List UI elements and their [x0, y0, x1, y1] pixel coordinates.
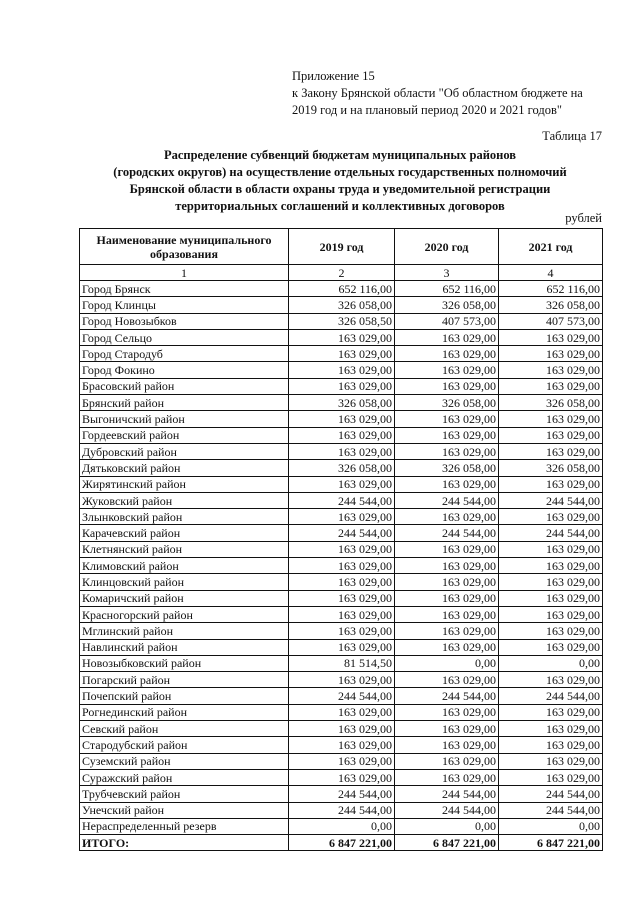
value-2019: 652 116,00	[289, 281, 395, 297]
value-2021: 244 544,00	[499, 786, 603, 802]
value-2021: 163 029,00	[499, 476, 603, 492]
value-2019: 163 029,00	[289, 509, 395, 525]
value-2020: 163 029,00	[395, 509, 499, 525]
table-row	[80, 313, 603, 329]
value-2019: 163 029,00	[289, 737, 395, 753]
table-row	[80, 737, 603, 753]
subventions-table	[79, 228, 603, 851]
table-row	[80, 688, 603, 704]
municipality-name: Злынковский район	[80, 509, 289, 525]
table-row	[80, 411, 603, 427]
value-2021: 163 029,00	[499, 541, 603, 557]
table-row	[80, 672, 603, 688]
value-2020: 163 029,00	[395, 769, 499, 785]
value-2019: 163 029,00	[289, 558, 395, 574]
value-2020: 163 029,00	[395, 672, 499, 688]
value-2021: 163 029,00	[499, 411, 603, 427]
municipality-name: Суражский район	[80, 769, 289, 785]
municipality-name: Комаричский район	[80, 590, 289, 606]
value-2021: 163 029,00	[499, 623, 603, 639]
municipality-name: Красногорский район	[80, 606, 289, 622]
value-2019: 163 029,00	[289, 541, 395, 557]
value-2021: 163 029,00	[499, 590, 603, 606]
value-2021: 163 029,00	[499, 737, 603, 753]
value-2019: 244 544,00	[289, 786, 395, 802]
document-title	[60, 147, 620, 215]
value-2019: 244 544,00	[289, 688, 395, 704]
municipality-name: Выгоничский район	[80, 411, 289, 427]
table-row	[80, 525, 603, 541]
value-2021: 0,00	[499, 655, 603, 671]
table-row	[80, 639, 603, 655]
value-2020: 163 029,00	[395, 737, 499, 753]
value-2021: 163 029,00	[499, 427, 603, 443]
column-number: 4	[499, 265, 603, 281]
value-2019: 163 029,00	[289, 672, 395, 688]
value-2020: 163 029,00	[395, 606, 499, 622]
municipality-name: Брасовский район	[80, 378, 289, 394]
currency-unit: рублей	[565, 211, 602, 225]
table-row	[80, 655, 603, 671]
table-row	[80, 802, 603, 818]
value-2019: 244 544,00	[289, 492, 395, 508]
value-2020: 244 544,00	[395, 802, 499, 818]
value-2020: 163 029,00	[395, 411, 499, 427]
value-2021: 163 029,00	[499, 639, 603, 655]
table-row	[80, 753, 603, 769]
table-row	[80, 606, 603, 622]
table-row	[80, 281, 603, 297]
municipality-name: Суземский район	[80, 753, 289, 769]
table-row	[80, 378, 603, 394]
table-row	[80, 721, 603, 737]
value-2020: 326 058,00	[395, 297, 499, 313]
table-row	[80, 346, 603, 362]
value-2021: 163 029,00	[499, 346, 603, 362]
value-2019: 244 544,00	[289, 525, 395, 541]
municipality-name: Жуковский район	[80, 492, 289, 508]
municipality-name: Город Брянск	[80, 281, 289, 297]
municipality-name: Рогнединский район	[80, 704, 289, 720]
table-row	[80, 427, 603, 443]
table-row	[80, 818, 603, 834]
value-2019: 163 029,00	[289, 346, 395, 362]
value-2019: 163 029,00	[289, 769, 395, 785]
municipality-name: Нераспределенный резерв	[80, 818, 289, 834]
value-2019: 326 058,00	[289, 395, 395, 411]
table-row	[80, 704, 603, 720]
value-2019: 0,00	[289, 818, 395, 834]
value-2020: 163 029,00	[395, 362, 499, 378]
table-row	[80, 476, 603, 492]
value-2020: 163 029,00	[395, 558, 499, 574]
value-2019: 81 514,50	[289, 655, 395, 671]
value-2019: 163 029,00	[289, 329, 395, 345]
value-2021: 163 029,00	[499, 574, 603, 590]
value-2021: 163 029,00	[499, 329, 603, 345]
municipality-name: Климовский район	[80, 558, 289, 574]
title-line: территориальных соглашений и коллективных договоров	[175, 199, 505, 213]
table-row	[80, 509, 603, 525]
value-2020: 407 573,00	[395, 313, 499, 329]
table-row	[80, 492, 603, 508]
table-header-row	[80, 229, 603, 265]
value-2019: 163 029,00	[289, 411, 395, 427]
value-2019: 326 058,00	[289, 460, 395, 476]
value-2020: 163 029,00	[395, 623, 499, 639]
value-2020: 326 058,00	[395, 395, 499, 411]
municipality-name: Почепский район	[80, 688, 289, 704]
value-2021: 163 029,00	[499, 443, 603, 459]
value-2021: 326 058,00	[499, 460, 603, 476]
title-line: Распределение субвенций бюджетам муниципальных районов	[163, 148, 517, 162]
municipality-name: Погарский район	[80, 672, 289, 688]
value-2020: 0,00	[395, 818, 499, 834]
header-2020: 2020 год	[395, 229, 499, 265]
value-2021: 163 029,00	[499, 672, 603, 688]
column-number-row	[80, 265, 603, 281]
value-2021: 163 029,00	[499, 362, 603, 378]
table-row	[80, 590, 603, 606]
appendix-note	[292, 68, 622, 119]
table-row	[80, 329, 603, 345]
value-2020: 163 029,00	[395, 704, 499, 720]
municipality-name: Стародубский район	[80, 737, 289, 753]
value-2019: 163 029,00	[289, 362, 395, 378]
table-body	[80, 281, 603, 835]
title-line: Брянской области в области охраны труда и уведомительной регистрации	[129, 182, 551, 196]
table-row	[80, 460, 603, 476]
value-2020: 163 029,00	[395, 753, 499, 769]
value-2020: 652 116,00	[395, 281, 499, 297]
value-2021: 244 544,00	[499, 802, 603, 818]
value-2021: 326 058,00	[499, 395, 603, 411]
table-row	[80, 786, 603, 802]
total-2019: 6 847 221,00	[289, 835, 395, 851]
header-2021: 2021 год	[499, 229, 603, 265]
value-2019: 244 544,00	[289, 802, 395, 818]
value-2019: 163 029,00	[289, 378, 395, 394]
column-number: 2	[289, 265, 395, 281]
value-2021: 407 573,00	[499, 313, 603, 329]
value-2019: 163 029,00	[289, 606, 395, 622]
value-2021: 326 058,00	[499, 297, 603, 313]
table-row	[80, 362, 603, 378]
value-2020: 163 029,00	[395, 541, 499, 557]
value-2019: 163 029,00	[289, 753, 395, 769]
municipality-name: Карачевский район	[80, 525, 289, 541]
value-2019: 326 058,50	[289, 313, 395, 329]
table-row	[80, 558, 603, 574]
municipality-name: Город Фокино	[80, 362, 289, 378]
value-2019: 163 029,00	[289, 704, 395, 720]
municipality-name: Клинцовский район	[80, 574, 289, 590]
value-2021: 163 029,00	[499, 378, 603, 394]
value-2021: 244 544,00	[499, 492, 603, 508]
municipality-name: Жирятинский район	[80, 476, 289, 492]
value-2020: 163 029,00	[395, 574, 499, 590]
value-2020: 163 029,00	[395, 427, 499, 443]
value-2021: 163 029,00	[499, 509, 603, 525]
table-row	[80, 574, 603, 590]
appendix-line: Приложение 15	[292, 69, 375, 83]
municipality-name: Навлинский район	[80, 639, 289, 655]
column-number: 3	[395, 265, 499, 281]
total-2020: 6 847 221,00	[395, 835, 499, 851]
value-2019: 163 029,00	[289, 721, 395, 737]
value-2019: 163 029,00	[289, 476, 395, 492]
table-row	[80, 769, 603, 785]
municipality-name: Гордеевский район	[80, 427, 289, 443]
municipality-name: Город Новозыбков	[80, 313, 289, 329]
municipality-name: Город Стародуб	[80, 346, 289, 362]
value-2020: 244 544,00	[395, 525, 499, 541]
value-2021: 244 544,00	[499, 688, 603, 704]
value-2019: 326 058,00	[289, 297, 395, 313]
value-2020: 244 544,00	[395, 492, 499, 508]
header-2019: 2019 год	[289, 229, 395, 265]
total-label: ИТОГО:	[80, 835, 289, 851]
appendix-line: 2019 год и на плановый период 2020 и 2021 годов"	[292, 103, 562, 117]
municipality-name: Клетнянский район	[80, 541, 289, 557]
value-2020: 163 029,00	[395, 476, 499, 492]
municipality-name: Город Сельцо	[80, 329, 289, 345]
municipality-name: Новозыбковский район	[80, 655, 289, 671]
value-2021: 163 029,00	[499, 753, 603, 769]
municipality-name: Город Клинцы	[80, 297, 289, 313]
municipality-name: Севский район	[80, 721, 289, 737]
table-row	[80, 297, 603, 313]
value-2019: 163 029,00	[289, 427, 395, 443]
total-2021: 6 847 221,00	[499, 835, 603, 851]
value-2020: 163 029,00	[395, 639, 499, 655]
total-row	[80, 835, 603, 851]
value-2021: 0,00	[499, 818, 603, 834]
table-row	[80, 623, 603, 639]
value-2019: 163 029,00	[289, 574, 395, 590]
municipality-name: Дятьковский район	[80, 460, 289, 476]
value-2020: 244 544,00	[395, 786, 499, 802]
municipality-name: Мглинский район	[80, 623, 289, 639]
value-2021: 652 116,00	[499, 281, 603, 297]
value-2020: 163 029,00	[395, 721, 499, 737]
value-2019: 163 029,00	[289, 590, 395, 606]
value-2021: 163 029,00	[499, 769, 603, 785]
value-2021: 244 544,00	[499, 525, 603, 541]
value-2019: 163 029,00	[289, 443, 395, 459]
value-2021: 163 029,00	[499, 721, 603, 737]
value-2021: 163 029,00	[499, 606, 603, 622]
column-number: 1	[80, 265, 289, 281]
header-municipality: Наименование муниципального образования	[80, 229, 289, 265]
municipality-name: Унечский район	[80, 802, 289, 818]
value-2020: 0,00	[395, 655, 499, 671]
appendix-line: к Закону Брянской области "Об областном бюджете на	[292, 86, 583, 100]
municipality-name: Трубчевский район	[80, 786, 289, 802]
table-row	[80, 541, 603, 557]
table-row	[80, 395, 603, 411]
value-2020: 163 029,00	[395, 346, 499, 362]
value-2020: 163 029,00	[395, 378, 499, 394]
value-2019: 163 029,00	[289, 639, 395, 655]
table-label: Таблица 17	[542, 129, 602, 143]
value-2021: 163 029,00	[499, 704, 603, 720]
title-line: (городских округов) на осуществление отдельных государственных полномочий	[113, 165, 567, 179]
value-2021: 163 029,00	[499, 558, 603, 574]
value-2020: 326 058,00	[395, 460, 499, 476]
table-row	[80, 443, 603, 459]
value-2020: 163 029,00	[395, 443, 499, 459]
value-2019: 163 029,00	[289, 623, 395, 639]
value-2020: 244 544,00	[395, 688, 499, 704]
value-2020: 163 029,00	[395, 590, 499, 606]
municipality-name: Брянский район	[80, 395, 289, 411]
municipality-name: Дубровский район	[80, 443, 289, 459]
value-2020: 163 029,00	[395, 329, 499, 345]
